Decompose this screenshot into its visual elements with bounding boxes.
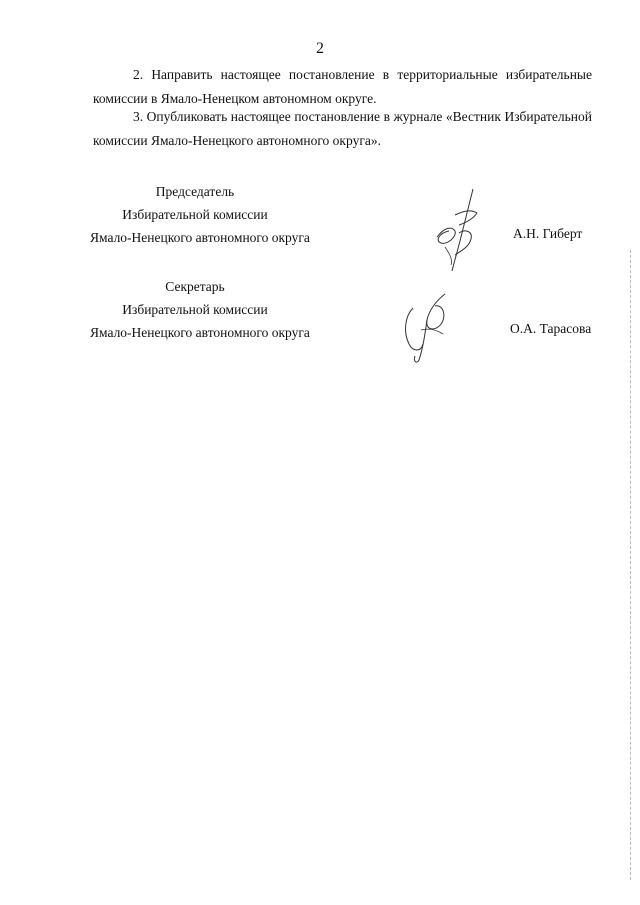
secretary-title-line: Ямало-Ненецкого автономного округа <box>90 325 310 340</box>
chair-title-line: Ямало-Ненецкого автономного округа <box>90 230 310 245</box>
secretary-title-line: Секретарь <box>165 279 225 294</box>
paragraph-2: 2. Направить настоящее постановление в территориальные избирательные комиссии в Ямало-Ненецком автономном округе. <box>93 67 592 106</box>
chair-title-line: Председатель <box>155 184 235 199</box>
scan-edge-divider <box>630 250 632 880</box>
page-number: 2 <box>316 40 324 57</box>
chair-name: А.Н. Гиберт <box>513 226 583 241</box>
secretary-handwritten-signature <box>395 290 455 365</box>
secretary-title-block <box>90 275 310 344</box>
chair-title-line: Избирательной комиссии <box>122 207 268 222</box>
chair-handwritten-signature <box>425 185 485 275</box>
chair-title-block <box>90 180 310 249</box>
secretary-title-line: Избирательной комиссии <box>122 302 268 317</box>
paragraph-3: 3. Опубликовать настоящее постановление в журнале «Вестник Избирательной комиссии Ямало-Ненецкого автономного округа». <box>93 109 592 148</box>
secretary-name: О.А. Тарасова <box>510 321 592 336</box>
